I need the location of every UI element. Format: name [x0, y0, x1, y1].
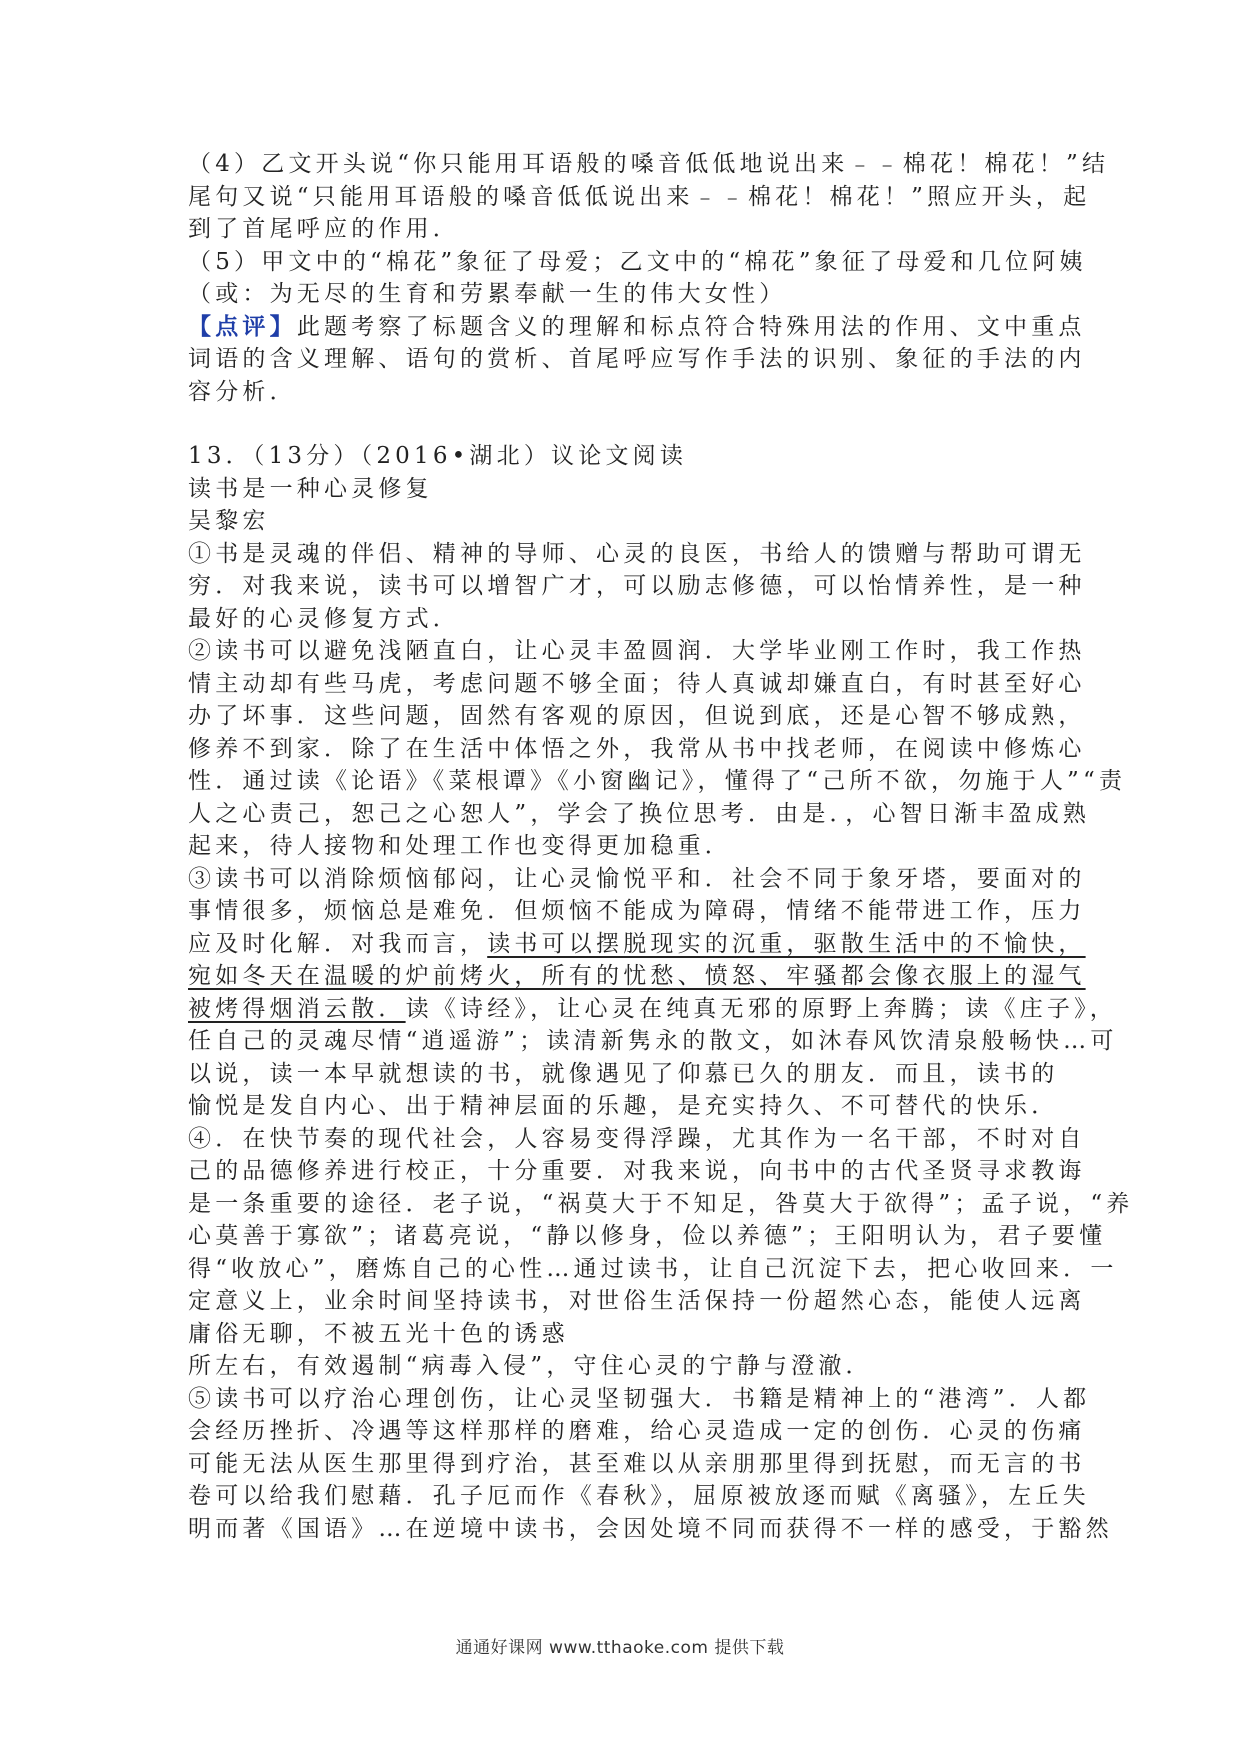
paragraph-line — [188, 928, 1086, 961]
paragraph-line — [188, 993, 1118, 1026]
answer-line: （5）甲文中的“棉花”象征了母爱；乙文中的“棉花”象征了母爱和几位阿姨 — [188, 248, 1087, 275]
paragraph-line: 是一条重要的途径．老子说，“祸莫大于不知足，咎莫大于欲得”；孟子说，“养 — [188, 1190, 1134, 1217]
paragraph-line: 定意义上，业余时间坚持读书，对世俗生活保持一份超然心态，能使人远离 — [188, 1288, 1086, 1314]
paragraph-line: 以说，读一本早就想读的书，就像遇见了仰慕已久的朋友．而且，读书的 — [188, 1060, 1059, 1087]
paragraph-3 — [188, 863, 1118, 1123]
comment-line — [188, 311, 1086, 344]
paragraph-line: 修养不到家．除了在生活中体悟之外，我常从书中找老师，在阅读中修炼心 — [188, 735, 1086, 762]
paragraph-line: 起来，待人接物和处理工作也变得更加稳重． — [188, 833, 732, 859]
paragraph-line: 明而著《国语》…在逆境中读书，会因处境不同而获得不一样的感受，于豁然 — [188, 1515, 1113, 1542]
paragraph-line: 得“收放心”，磨炼自己的心性…通过读书，让自己沉淀下去，把心收回来．一 — [188, 1255, 1118, 1282]
paragraph-line: ①书是灵魂的伴侣、精神的导师、心灵的良医，书给人的馈赠与帮助可谓无 — [188, 540, 1086, 567]
page-footer: 通通好课网 www.tthaoke.com 提供下载 — [455, 1638, 785, 1658]
plain-text: 读《诗经》，让心灵在纯真无邪的原野上奔腾；读《庄子》， — [405, 995, 1118, 1022]
paragraph-line: ②读书可以避免浅陋直白，让心灵丰盈圆润．大学毕业刚工作时，我工作热 — [188, 638, 1086, 664]
question-section — [188, 440, 1134, 1545]
paragraph-line: 会经历挫折、冷遇等这样那样的磨难，给心灵造成一定的创伤．心灵的伤痛 — [188, 1418, 1086, 1444]
paragraph-line: 己的品德修养进行校正，十分重要．对我来说，向书中的古代圣贤寻求教诲 — [188, 1158, 1086, 1184]
comment-line: 容分析． — [188, 378, 297, 405]
answer-line: 到了首尾呼应的作用． — [188, 216, 460, 242]
paragraph-line — [188, 960, 1086, 993]
paragraph-line: 最好的心灵修复方式． — [188, 605, 460, 632]
paragraph-line: 所左右，有效遏制“病毒入侵”，守住心灵的宁静与澄澈． — [188, 1353, 873, 1379]
paragraph-line: 任自己的灵魂尽情“逍遥游”；读清新隽永的散文，如沐春风饮清泉般畅快…可 — [188, 1028, 1118, 1054]
paragraph-line: 情主动却有些马虎，考虑问题不够全面；待人真诚却嫌直白，有时甚至好心 — [188, 670, 1086, 697]
article-title: 读书是一种心灵修复 — [188, 475, 433, 502]
answer-section — [188, 148, 1110, 408]
answer-line: 尾句又说“只能用耳语般的嗓音低低说出来﹣﹣棉花！棉花！”照应开头，起 — [188, 183, 1091, 210]
paragraph-line: ③读书可以消除烦恼郁闷，让心灵愉悦平和．社会不同于象牙塔，要面对的 — [188, 865, 1086, 892]
article-author: 吴黎宏 — [188, 508, 270, 534]
underlined-sentence: 被烤得烟消云散． — [188, 995, 406, 1022]
paragraph-line: 可能无法从医生那里得到疗治，甚至难以从亲朋那里得到抚慰，而无言的书 — [188, 1450, 1086, 1477]
section-gap — [188, 408, 1056, 440]
paragraph-line: 愉悦是发自内心、出于精神层面的乐趣，是充实持久、不可替代的快乐． — [188, 1093, 1059, 1119]
paragraph-line: ⑤读书可以疗治心理创伤，让心灵坚韧强大．书籍是精神上的“港湾”．人都 — [188, 1385, 1091, 1412]
paragraph-line: 事情很多，烦恼总是难免．但烦恼不能成为障碍，情绪不能带进工作，压力 — [188, 898, 1086, 924]
page-content — [188, 148, 1134, 1545]
paragraph-line: 穷．对我来说，读书可以增智广才，可以励志修德，可以怡情养性，是一种 — [188, 573, 1086, 599]
question-header: 13．（13分）（2016•湖北）议论文阅读 — [188, 443, 688, 469]
paragraph-line: 心莫善于寡欲”；诸葛亮说，“静以修身，俭以养德”；王阳明认为，君子要懂 — [188, 1223, 1107, 1249]
answer-line: （或：为无尽的生育和劳累奉献一生的伟大女性） — [188, 281, 787, 307]
paragraph-2 — [188, 635, 1127, 863]
underlined-sentence: 宛如冬天在温暖的炉前烤火，所有的忧愁、愤怒、牢骚都会像衣服上的湿气 — [188, 963, 1086, 989]
paragraph-line: 性．通过读《论语》《菜根谭》《小窗幽记》，懂得了“己所不欲，勿施于人”“责 — [188, 768, 1127, 794]
paragraph-4 — [188, 1123, 1134, 1383]
comment-tag: 【点评】 — [188, 312, 297, 340]
paragraph-line: ④．在快节奏的现代社会，人容易变得浮躁，尤其作为一名干部，不时对自 — [188, 1125, 1086, 1152]
paragraph-line: 人之心责己，恕己之心恕人”，学会了换位思考．由是．，心智日渐丰盈成熟 — [188, 800, 1091, 827]
paragraph-1 — [188, 538, 1086, 636]
paragraph-line: 卷可以给我们慰藉．孔子厄而作《春秋》，屈原被放逐而赋《离骚》，左丘失 — [188, 1483, 1090, 1509]
paragraph-line: 办了坏事．这些问题，固然有客观的原因，但说到底，还是心智不够成熟， — [188, 703, 1086, 729]
comment-line: 词语的含义理解、语句的赏析、首尾呼应写作手法的识别、象征的手法的内 — [188, 346, 1086, 372]
paragraph-5 — [188, 1383, 1113, 1546]
answer-line: （4）乙文开头说“你只能用耳语般的嗓音低低地说出来﹣﹣棉花！棉花！”结 — [188, 151, 1110, 177]
paragraph-line: 庸俗无聊，不被五光十色的诱惑 — [188, 1320, 569, 1347]
comment-text: 此题考察了标题含义的理解和标点符合特殊用法的作用、文中重点 — [296, 313, 1086, 340]
underlined-sentence: 读书可以摆脱现实的沉重，驱散生活中的不愉快， — [487, 930, 1086, 957]
plain-text: 应及时化解．对我而言， — [188, 930, 488, 957]
